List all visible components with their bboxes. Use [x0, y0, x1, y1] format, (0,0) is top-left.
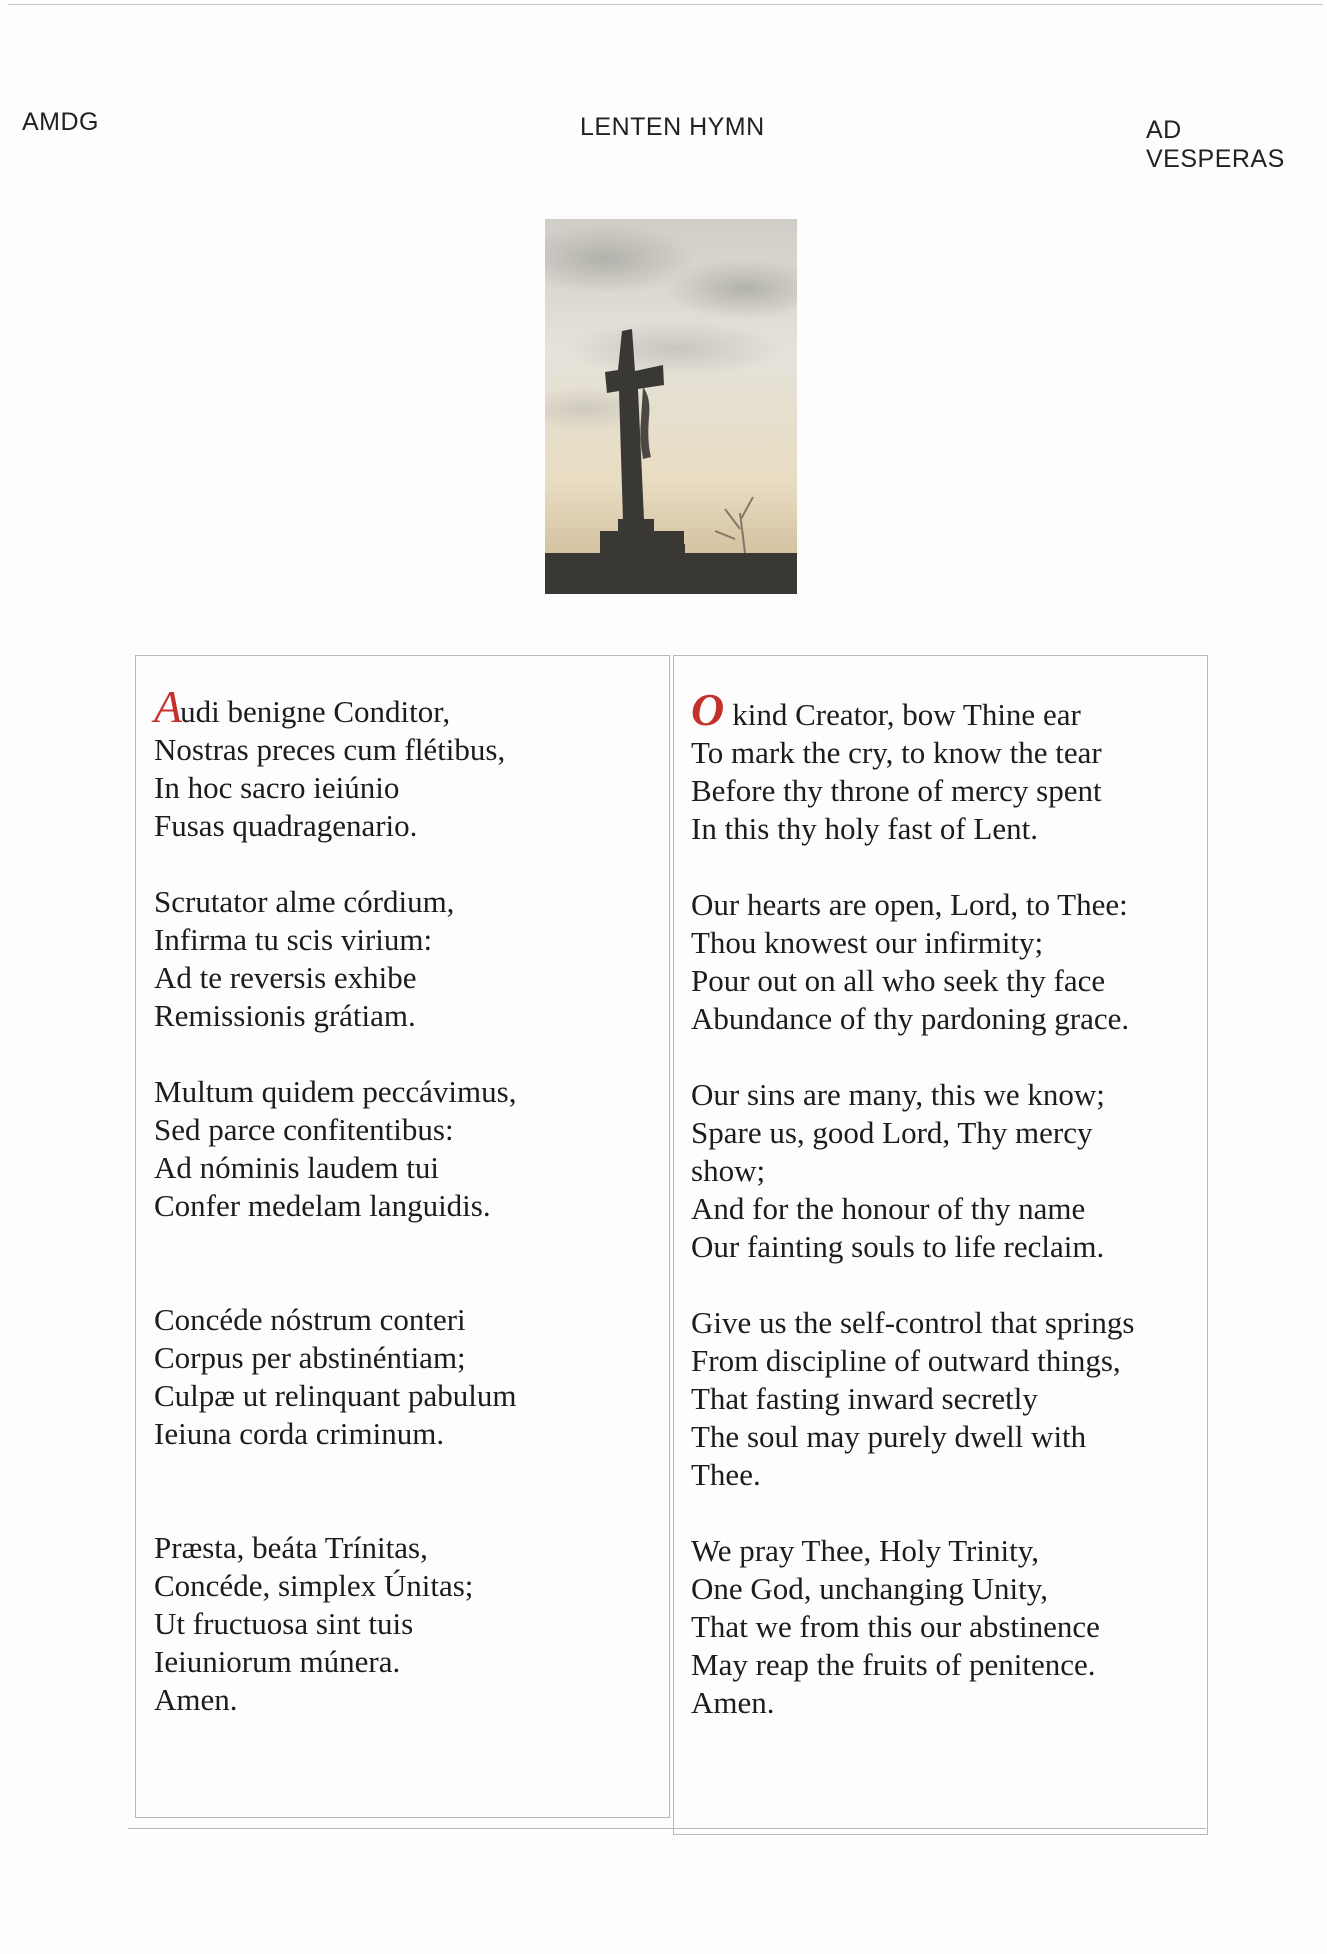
latin-line: Ieiuniorum múnera.	[154, 1644, 401, 1679]
latin-line: Remissionis grátiam.	[154, 998, 416, 1033]
english-line: One God, unchanging Unity,	[691, 1571, 1049, 1606]
english-line: May reap the fruits of penitence.	[691, 1647, 1096, 1682]
latin-line: Audi benigne Conditor,	[154, 681, 451, 732]
latin-line: Infirma tu scis virium:	[154, 922, 433, 957]
english-line: Our sins are many, this we know;	[691, 1077, 1105, 1112]
latin-line: Concéde nóstrum conteri	[154, 1302, 466, 1337]
latin-line: Scrutator alme córdium,	[154, 884, 455, 919]
latin-line: Ad te reversis exhibe	[154, 960, 417, 995]
english-line: Abundance of thy pardoning grace.	[691, 1001, 1130, 1036]
english-line: And for the honour of thy name	[691, 1191, 1086, 1226]
english-line: We pray Thee, Holy Trinity,	[691, 1533, 1039, 1568]
latin-stanza-3	[154, 1073, 654, 1225]
latin-hymn	[154, 681, 654, 1719]
header-amdg: AMDG	[22, 108, 99, 136]
top-rule	[8, 4, 1323, 5]
latin-stanza-2	[154, 883, 654, 1035]
english-line: Spare us, good Lord, Thy mercy	[691, 1115, 1093, 1150]
english-line: In this thy holy fast of Lent.	[691, 811, 1038, 846]
english-line: Our fainting souls to life reclaim.	[691, 1229, 1105, 1264]
english-stanza-3	[691, 1076, 1201, 1266]
english-hymn	[691, 684, 1201, 1722]
english-line: Our hearts are open, Lord, to Thee:	[691, 887, 1128, 922]
english-line: That fasting inward secretly	[691, 1381, 1038, 1416]
latin-stanza-4	[154, 1301, 654, 1453]
bottom-rule	[128, 1828, 1206, 1829]
english-line: Thee.	[691, 1457, 761, 1492]
english-line: The soul may purely dwell with	[691, 1419, 1087, 1454]
dropcap-a: A	[154, 681, 181, 732]
english-line: Before thy throne of mercy spent	[691, 773, 1102, 808]
dropcap-o: O	[691, 684, 725, 735]
english-line: To mark the cry, to know the tear	[691, 735, 1102, 770]
latin-line: Corpus per abstinéntiam;	[154, 1340, 466, 1375]
latin-line: Ieiuna corda criminum.	[154, 1416, 445, 1451]
crucifix-silhouette-photo	[545, 219, 797, 594]
latin-line: Fusas quadragenario.	[154, 808, 418, 843]
english-stanza-1	[691, 684, 1201, 848]
latin-line: Multum quidem peccávimus,	[154, 1074, 517, 1109]
crucifix-icon	[545, 219, 797, 594]
latin-stanza-5	[154, 1529, 654, 1719]
latin-line: Ut fructuosa sint tuis	[154, 1606, 414, 1641]
english-line: Amen.	[691, 1685, 775, 1720]
latin-line: Præsta, beáta Trínitas,	[154, 1530, 428, 1565]
latin-line: In hoc sacro ieiúnio	[154, 770, 400, 805]
latin-line: Confer medelam languidis.	[154, 1188, 491, 1223]
header-title: LENTEN HYMN	[580, 113, 765, 141]
latin-line: Ad nóminis laudem tui	[154, 1150, 440, 1185]
english-line: show;	[691, 1153, 766, 1188]
latin-stanza-1	[154, 681, 654, 845]
english-stanza-2	[691, 886, 1201, 1038]
english-stanza-5	[691, 1532, 1201, 1722]
english-line: That we from this our abstinence	[691, 1609, 1100, 1644]
english-line: From discipline of outward things,	[691, 1343, 1121, 1378]
english-line: Give us the self-control that springs	[691, 1305, 1135, 1340]
english-line: O kind Creator, bow Thine ear	[691, 684, 1081, 735]
latin-line: Nostras preces cum flétibus,	[154, 732, 506, 767]
latin-line: Concéde, simplex Únitas;	[154, 1568, 474, 1603]
latin-line: Culpæ ut relinquant pabulum	[154, 1378, 517, 1413]
latin-line: Sed parce confitentibus:	[154, 1112, 454, 1147]
english-line: Thou knowest our infirmity;	[691, 925, 1044, 960]
english-line: Pour out on all who seek thy face	[691, 963, 1106, 998]
header-office: AD VESPERAS	[1146, 116, 1285, 173]
english-stanza-4	[691, 1304, 1201, 1494]
latin-line: Amen.	[154, 1682, 238, 1717]
